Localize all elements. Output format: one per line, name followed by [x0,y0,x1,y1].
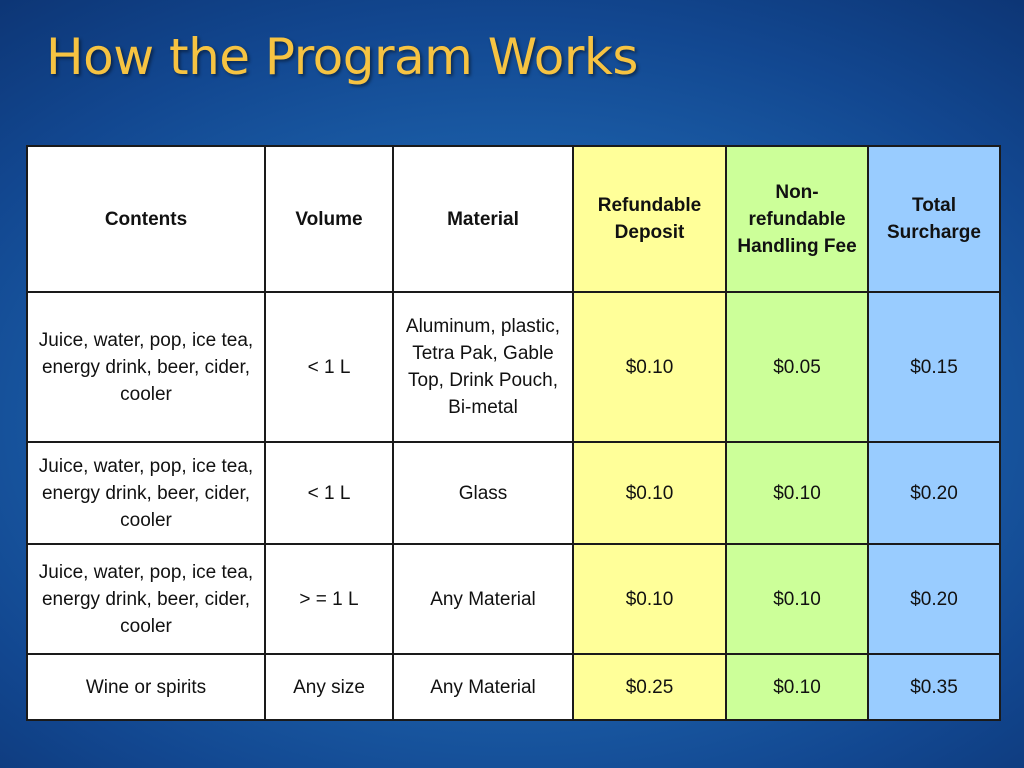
cell-refundable-deposit: $0.10 [573,292,726,442]
cell-volume: > = 1 L [265,544,393,654]
program-table [26,145,1001,721]
header-volume: Volume [265,146,393,292]
header-refundable-deposit: Refundable Deposit [573,146,726,292]
cell-total-surcharge: $0.20 [868,544,1000,654]
cell-contents: Wine or spirits [27,654,265,720]
header-handling-fee: Non-refundable Handling Fee [726,146,868,292]
cell-contents: Juice, water, pop, ice tea, energy drink, beer, cider, cooler [27,292,265,442]
cell-contents: Juice, water, pop, ice tea, energy drink, beer, cider, cooler [27,442,265,544]
cell-volume: Any size [265,654,393,720]
cell-refundable-deposit: $0.10 [573,544,726,654]
cell-total-surcharge: $0.15 [868,292,1000,442]
cell-handling-fee: $0.10 [726,654,868,720]
cell-handling-fee: $0.10 [726,442,868,544]
slide-title: How the Program Works [46,28,638,86]
cell-handling-fee: $0.05 [726,292,868,442]
cell-contents: Juice, water, pop, ice tea, energy drink, beer, cider, cooler [27,544,265,654]
cell-material: Any Material [393,654,573,720]
table-row [27,654,1000,720]
table-row [27,292,1000,442]
cell-material: Glass [393,442,573,544]
header-material: Material [393,146,573,292]
cell-total-surcharge: $0.20 [868,442,1000,544]
cell-handling-fee: $0.10 [726,544,868,654]
cell-material: Any Material [393,544,573,654]
cell-total-surcharge: $0.35 [868,654,1000,720]
cell-material: Aluminum, plastic, Tetra Pak, Gable Top, Drink Pouch, Bi-metal [393,292,573,442]
cell-refundable-deposit: $0.25 [573,654,726,720]
cell-refundable-deposit: $0.10 [573,442,726,544]
cell-volume: < 1 L [265,442,393,544]
table-header-row [27,146,1000,292]
table-row [27,442,1000,544]
header-contents: Contents [27,146,265,292]
header-total-surcharge: Total Surcharge [868,146,1000,292]
cell-volume: < 1 L [265,292,393,442]
table-row [27,544,1000,654]
